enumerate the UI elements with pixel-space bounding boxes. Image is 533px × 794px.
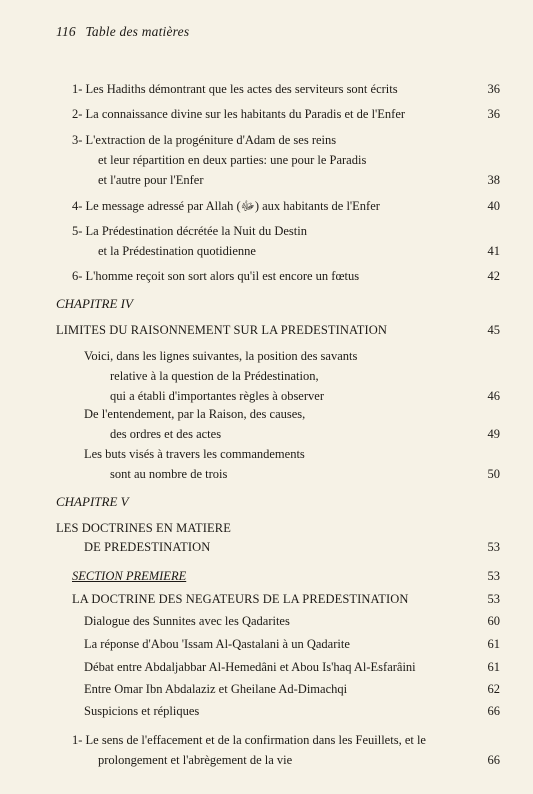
toc-entry: LIMITES DU RAISONNEMENT SUR LA PREDESTINATION [56,323,388,337]
toc-entry: DE PREDESTINATION [84,540,211,554]
toc-entry: et la Prédestination quotidienne [98,244,256,258]
toc-page-ref: 61 [487,660,500,674]
toc-page-ref: 41 [487,244,500,258]
toc-page-ref: 66 [487,753,500,767]
toc-entry: De l'entendement, par la Raison, des causes, [84,407,306,421]
toc-entry: qui a établi d'importantes règles à observer [110,389,324,403]
toc-entry: Débat entre Abdaljabbar Al-Hemedâni et Abou Is'haq Al-Esfarâini [84,660,416,674]
toc-page-ref: 36 [487,107,500,121]
toc-page-ref: 45 [487,323,500,337]
toc-entry: 2- La connaissance divine sur les habitants du Paradis et de l'Enfer [72,107,406,121]
toc-page-ref: 36 [487,82,500,96]
toc-entry: La réponse d'Abou 'Issam Al-Qastalani à un Qadarite [84,637,350,651]
toc-entry: sont au nombre de trois [110,467,228,481]
page-title: Table des matières [85,24,190,39]
toc-entry: 6- L'homme reçoit son sort alors qu'il est encore un fœtus [72,269,360,283]
chapter-heading: CHAPITRE V [56,494,129,509]
toc-page-ref: 60 [487,614,500,628]
toc-page-ref: 66 [487,704,500,718]
toc-entry: LES DOCTRINES EN MATIERE [56,521,231,535]
toc-page-ref: 46 [487,389,500,403]
toc-entry: Entre Omar Ibn Abdalaziz et Gheilane Ad-Dimachqi [84,682,348,696]
toc-entry: 4- Le message adressé par Allah (ﷻ) aux habitants de l'Enfer [72,199,380,213]
running-header [56,24,189,40]
toc-entry: LA DOCTRINE DES NEGATEURS DE LA PREDESTINATION [72,592,409,606]
toc-page-ref: 61 [487,637,500,651]
toc-entry: Suspicions et répliques [84,704,200,718]
toc-page-ref: 53 [487,569,500,583]
page-number: 116 [56,24,76,39]
toc-page-ref: 49 [487,427,500,441]
toc-entry: relative à la question de la Prédestination, [110,369,319,383]
toc-page-ref: 53 [487,540,500,554]
toc-page-ref: 42 [487,269,500,283]
toc-entry: Dialogue des Sunnites avec les Qadarites [84,614,290,628]
toc-entry: Les buts visés à travers les commandements [84,447,305,461]
toc-page-ref: 38 [487,173,500,187]
toc-entry: 3- L'extraction de la progéniture d'Adam de ses reins [72,133,337,147]
toc-entry: des ordres et des actes [110,427,222,441]
toc-entry: et l'autre pour l'Enfer [98,173,204,187]
toc-page-ref: 50 [487,467,500,481]
toc-entry: 1- Les Hadiths démontrant que les actes des serviteurs sont écrits [72,82,398,96]
section-heading: SECTION PREMIERE [72,569,187,583]
toc-entry: et leur répartition en deux parties: une pour le Paradis [98,153,367,167]
toc-entry: 1- Le sens de l'effacement et de la confirmation dans les Feuillets, et le [72,733,426,747]
toc-entry: prolongement et l'abrègement de la vie [98,753,293,767]
toc-page-ref: 53 [487,592,500,606]
toc-entry: 5- La Prédestination décrétée la Nuit du Destin [72,224,307,238]
toc-page-ref: 62 [487,682,500,696]
toc-page-ref: 40 [487,199,500,213]
toc-entry: Voici, dans les lignes suivantes, la position des savants [84,349,358,363]
chapter-heading: CHAPITRE IV [56,296,133,311]
